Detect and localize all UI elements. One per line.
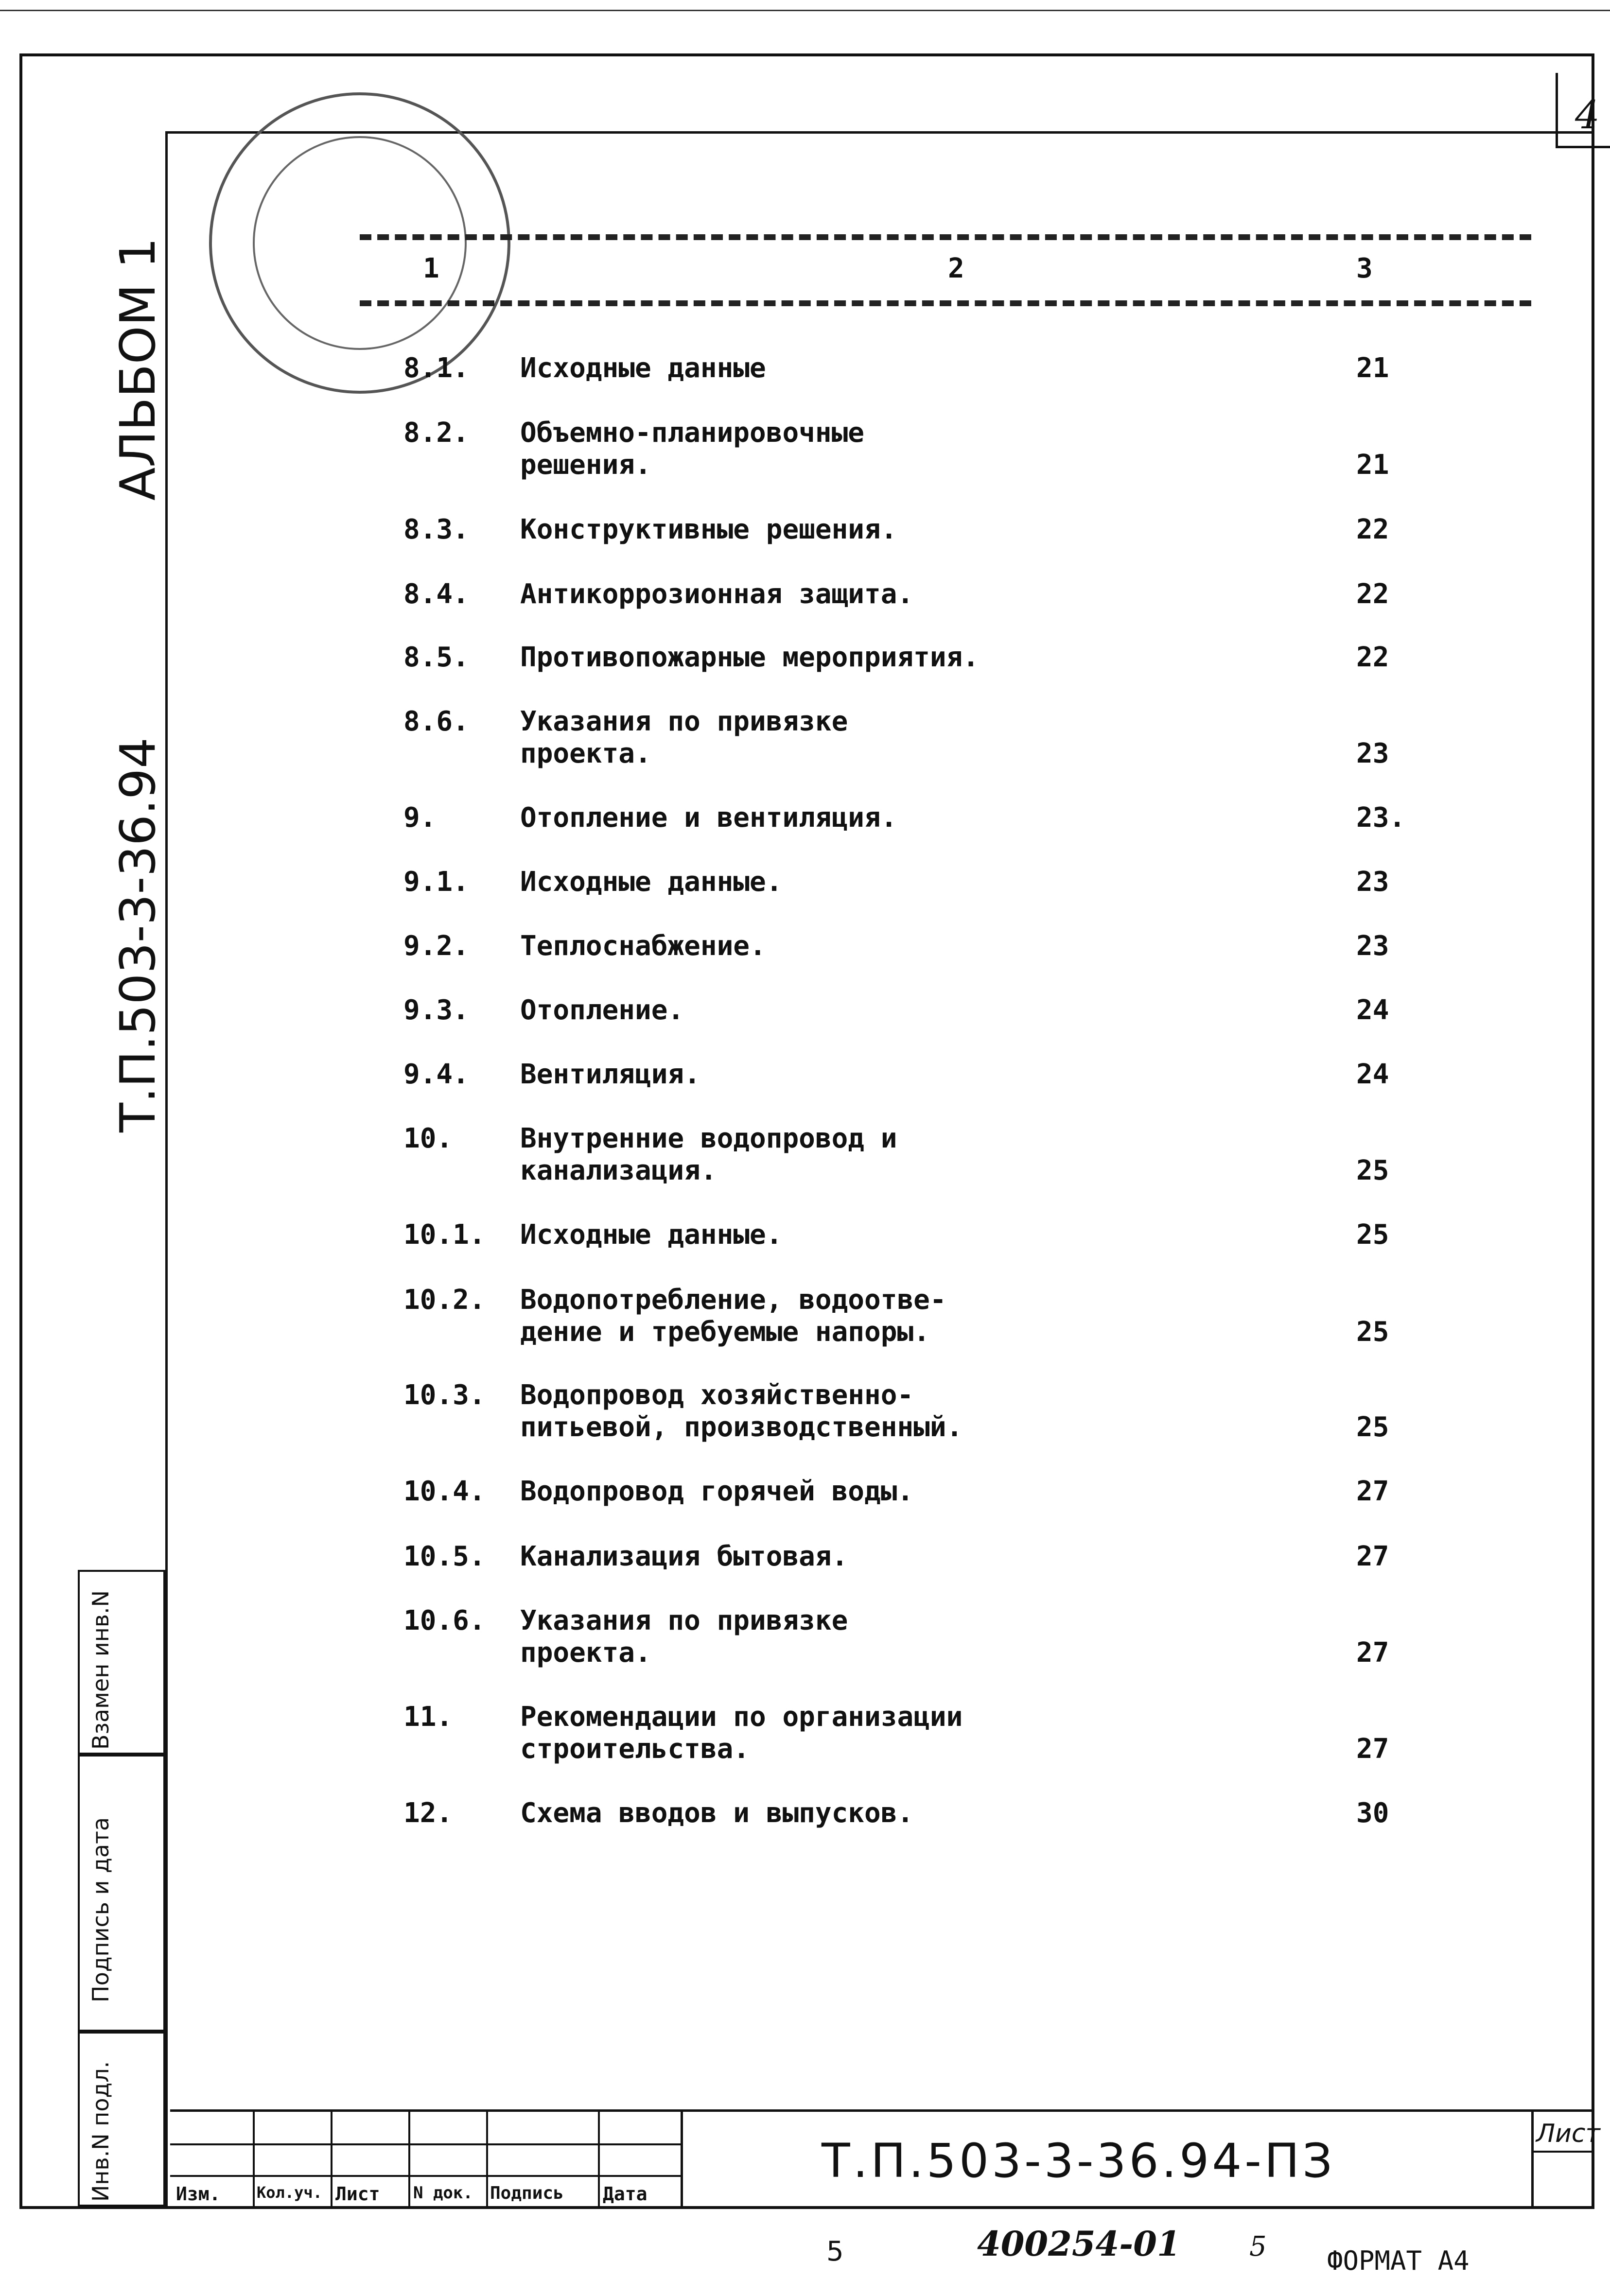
header-bottom-rule [360,300,1531,306]
footer-page-small: 5 [826,2236,844,2267]
toc-row-page: 23 [1356,738,1389,769]
toc-row-page: 24 [1356,1059,1389,1090]
toc-row-title: Внутренние водопровод и канализация. [520,1123,897,1186]
title-block-col-rule [1531,2109,1534,2207]
side-label-inv-podl: Инв.N подл. [88,2061,114,2202]
side-label-podpis: Подпись и дата [88,1817,114,2002]
toc-row-number: 8.4. [403,578,469,610]
toc-row-number: 9. [403,802,437,834]
title-block-col-rule [681,2109,683,2207]
toc-row-page: 27 [1356,1637,1389,1669]
toc-row-page: 24 [1356,994,1389,1026]
toc-row-page: 21 [1356,449,1389,481]
title-block-col-rule [486,2109,488,2207]
toc-row-number: 10.1. [403,1219,486,1251]
toc-row-number: 10.5. [403,1541,486,1572]
toc-row-page: 27 [1356,1476,1389,1507]
n-dok-label: N док. [413,2183,473,2203]
toc-row-title: Исходные данные. [520,866,783,898]
toc-row-title: Указания по привязке проекта. [520,1605,848,1669]
toc-row-page: 23. [1356,802,1406,834]
toc-row-page: 25 [1356,1411,1389,1443]
column-2-header: 2 [948,253,964,284]
toc-row-number: 10.3. [403,1379,486,1411]
toc-row-title: Схема вводов и выпусков. [520,1797,914,1829]
title-block-col-rule [331,2109,332,2207]
toc-row-page: 25 [1356,1219,1389,1251]
toc-row-number: 8.5. [403,642,469,673]
toc-row-number: 10. [403,1123,453,1154]
title-block-row-rule [170,2143,681,2145]
title-block-col-rule [598,2109,600,2207]
toc-row-title: Водопотребление, водоотве- дение и требуемые напоры. [520,1284,946,1348]
document-code: Т.П.503-3-36.94-ПЗ [822,2134,1335,2188]
side-document-code: Т.П.503-3-36.94 [109,737,166,1132]
toc-row-title: Вентиляция. [520,1059,700,1090]
toc-row-page: 25 [1356,1155,1389,1186]
toc-row-page: 25 [1356,1316,1389,1348]
kol-uch-label: Кол.уч. [257,2183,322,2202]
toc-row-number: 9.1. [403,866,469,898]
toc-row-title: Исходные данные. [520,1219,783,1251]
toc-row-page: 27 [1356,1733,1389,1765]
toc-row-number: 9.3. [403,994,469,1026]
side-label-vzamen: Взамен инв.N [88,1590,114,1750]
title-block-col-rule [408,2109,410,2207]
toc-row-title: Водопровод горячей воды. [520,1476,914,1507]
toc-row-page: 22 [1356,642,1389,673]
toc-row-title: Теплоснабжение. [520,930,766,962]
toc-row-title: Отопление. [520,994,684,1026]
toc-row-page: 23 [1356,930,1389,962]
round-seal-inner-ring [253,136,467,350]
sheet-label: Лист [1536,2119,1600,2148]
toc-row-page: 23 [1356,866,1389,898]
footer-inventory-page: 5 [1249,2231,1267,2262]
toc-row-number: 8.3. [403,514,469,545]
sheet-label-rule [1531,2151,1594,2153]
toc-row-page: 30 [1356,1797,1389,1829]
toc-row-title: Канализация бытовая. [520,1541,848,1572]
toc-row-number: 10.4. [403,1476,486,1507]
podpis-label: Подпись [490,2183,564,2203]
toc-row-title: Исходные данные [520,352,766,384]
column-1-header: 1 [423,253,439,284]
toc-row-number: 12. [403,1797,453,1829]
toc-row-page: 27 [1356,1541,1389,1572]
toc-row-title: Указания по привязке проекта. [520,706,848,769]
toc-row-page: 22 [1356,578,1389,610]
toc-row-title: Противопожарные мероприятия. [520,642,980,673]
title-block-row-rule [170,2175,681,2177]
toc-row-number: 8.6. [403,706,469,737]
toc-row-number: 10.2. [403,1284,486,1316]
title-block-col-rule [253,2109,255,2207]
toc-row-number: 9.4. [403,1059,469,1090]
izm-label: Изм. [176,2183,221,2205]
toc-row-title: Конструктивные решения. [520,514,897,545]
column-3-header: 3 [1356,253,1373,284]
toc-row-title: Антикоррозионная защита. [520,578,914,610]
top-edge-line [0,10,1610,11]
toc-row-title: Рекомендации по организации строительства. [520,1701,963,1765]
sheet-corner-number: 4 [1575,92,1600,138]
toc-row-number: 9.2. [403,930,469,962]
footer-inventory-number: 400254-01 [977,2224,1181,2264]
toc-row-page: 22 [1356,514,1389,545]
toc-row-title: Водопровод хозяйственно- питьевой, производственный. [520,1379,963,1443]
album-label: АЛЬБОМ 1 [109,237,166,501]
list-label: Лист [335,2183,380,2205]
data-label: Дата [603,2183,648,2205]
footer-format: ФОРМАТ А4 [1327,2245,1470,2276]
toc-row-number: 8.2. [403,417,469,449]
title-block [170,2109,1600,2207]
toc-row-page: 21 [1356,352,1389,384]
title-block-top-rule [170,2109,1594,2112]
toc-row-title: Объемно-планировочные решения. [520,417,865,481]
toc-row-number: 11. [403,1701,453,1733]
toc-row-number: 10.6. [403,1605,486,1636]
toc-row-title: Отопление и вентиляция. [520,802,897,834]
toc-row-number: 8.1. [403,352,469,384]
header-top-rule [360,234,1531,240]
